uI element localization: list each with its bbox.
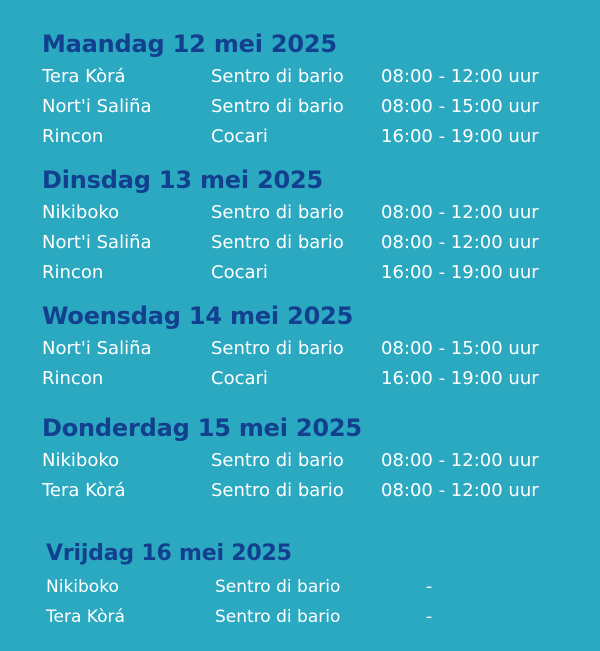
location-name: Rincon [42, 262, 104, 283]
venue-name: Sentro di bario [215, 607, 341, 627]
location-name: Nikiboko [42, 202, 120, 223]
day-title: Dinsdag 13 mei 2025 [42, 166, 324, 194]
schedule-row [0, 338, 600, 364]
opening-hours: 08:00 - 12:00 uur [381, 232, 539, 253]
schedule-row [0, 577, 600, 603]
location-name: Nort'i Saliña [42, 338, 152, 359]
location-name: Nikiboko [42, 450, 120, 471]
venue-name: Sentro di bario [211, 202, 344, 223]
venue-name: Sentro di bario [211, 66, 344, 87]
schedule-row [0, 232, 600, 258]
opening-hours: 08:00 - 12:00 uur [381, 202, 539, 223]
opening-hours: - [426, 607, 433, 627]
opening-hours: 08:00 - 12:00 uur [381, 480, 539, 501]
day-title: Woensdag 14 mei 2025 [42, 302, 354, 330]
opening-hours: 16:00 - 19:00 uur [381, 368, 539, 389]
venue-name: Sentro di bario [211, 480, 344, 501]
venue-name: Sentro di bario [211, 338, 344, 359]
venue-name: Sentro di bario [211, 96, 344, 117]
schedule-row [0, 368, 600, 394]
schedule-row [0, 66, 600, 92]
venue-name: Cocari [211, 126, 268, 147]
schedule-row [0, 480, 600, 506]
day-title: Vrijdag 16 mei 2025 [46, 541, 292, 566]
venue-name: Sentro di bario [211, 232, 344, 253]
schedule-row [0, 262, 600, 288]
schedule-row [0, 96, 600, 122]
location-name: Tera Kòrá [42, 66, 126, 87]
day-title: Donderdag 15 mei 2025 [42, 414, 362, 442]
venue-name: Sentro di bario [211, 450, 344, 471]
venue-name: Cocari [211, 262, 268, 283]
opening-hours: 08:00 - 12:00 uur [381, 66, 539, 87]
location-name: Tera Kòrá [42, 480, 126, 501]
day-title: Maandag 12 mei 2025 [42, 30, 337, 58]
venue-name: Cocari [211, 368, 268, 389]
schedule-row [0, 450, 600, 476]
opening-hours: 16:00 - 19:00 uur [381, 262, 539, 283]
location-name: Nort'i Saliña [42, 96, 152, 117]
schedule-row [0, 607, 600, 633]
location-name: Nikiboko [46, 577, 119, 597]
opening-hours: - [426, 577, 433, 597]
location-name: Rincon [42, 368, 104, 389]
opening-hours: 08:00 - 12:00 uur [381, 450, 539, 471]
location-name: Nort'i Saliña [42, 232, 152, 253]
opening-hours: 08:00 - 15:00 uur [381, 338, 539, 359]
opening-hours: 08:00 - 15:00 uur [381, 96, 539, 117]
opening-hours: 16:00 - 19:00 uur [381, 126, 539, 147]
location-name: Tera Kòrá [46, 607, 125, 627]
schedule-row [0, 126, 600, 152]
location-name: Rincon [42, 126, 104, 147]
schedule-row [0, 202, 600, 228]
venue-name: Sentro di bario [215, 577, 341, 597]
